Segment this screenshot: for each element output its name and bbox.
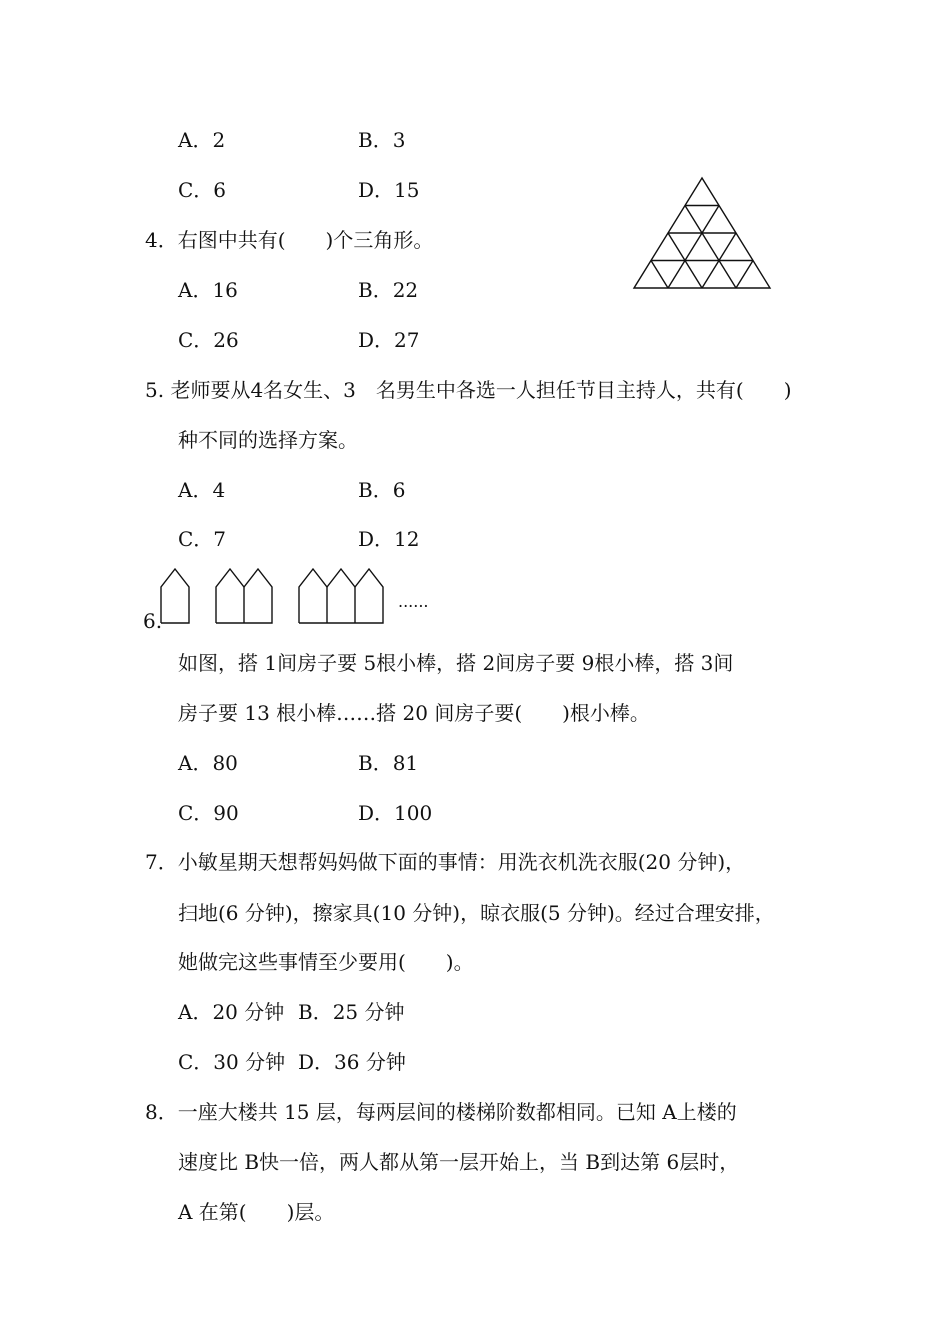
q5-option-b[interactable]: B．6 (358, 478, 406, 502)
q6-stem-line1: 如图，搭 1间房子要 5根小棒，搭 2间房子要 9根小棒，搭 3间 (178, 651, 734, 675)
q4-stem: 4．右图中共有( )个三角形。 (145, 228, 434, 252)
q5-option-c[interactable]: C．7 (178, 527, 227, 551)
q5-option-d[interactable]: D．12 (358, 527, 420, 551)
q7-stem-line1: 7．小敏星期天想帮妈妈做下面的事情：用洗衣机洗衣服(20 分钟)， (145, 850, 746, 874)
q5-stem-line2: 种不同的选择方案。 (178, 428, 358, 452)
q3-option-c[interactable]: C．6 (178, 178, 227, 202)
q4-option-d[interactable]: D．27 (358, 328, 420, 352)
q8-stem-line2: 速度比 B快一倍，两人都从第一层开始上，当 B到达第 6层时， (178, 1150, 740, 1174)
q3-option-a[interactable]: A．2 (178, 128, 226, 152)
q7-option-c[interactable]: C．30 分钟 (178, 1050, 286, 1074)
q4-option-c[interactable]: C．26 (178, 328, 239, 352)
q6-option-c[interactable]: C．90 (178, 801, 239, 825)
q7-option-d[interactable]: D．36 分钟 (298, 1050, 406, 1074)
q5-stem-line1: 5. 老师要从4名女生、3 名男生中各选一人担任节目主持人，共有( ) (145, 378, 792, 402)
q7-option-a[interactable]: A．20 分钟 (178, 1000, 285, 1024)
q8-stem-line3: A 在第( )层。 (178, 1200, 335, 1224)
q7-stem-line3: 她做完这些事情至少要用( )。 (178, 950, 474, 974)
q6-ellipsis: ...... (398, 592, 429, 611)
q7-stem-line2: 扫地(6 分钟)，擦家具(10 分钟)，晾衣服(5 分钟)。经过合理安排， (178, 901, 775, 925)
q8-stem-line1: 8．一座大楼共 15 层，每两层间的楼梯阶数都相同。已知 A上楼的 (145, 1100, 737, 1124)
q4-option-a[interactable]: A．16 (178, 278, 238, 302)
triangle-figure (630, 175, 775, 293)
q7-option-b[interactable]: B．25 分钟 (298, 1000, 405, 1024)
q3-option-d[interactable]: D．15 (358, 178, 420, 202)
q5-option-a[interactable]: A．4 (178, 478, 226, 502)
q4-option-b[interactable]: B．22 (358, 278, 419, 302)
q3-option-b[interactable]: B．3 (358, 128, 406, 152)
houses-figure (155, 565, 395, 627)
q6-number: 6. (143, 609, 163, 633)
q6-option-a[interactable]: A．80 (178, 751, 238, 775)
q6-option-d[interactable]: D．100 (358, 801, 433, 825)
q6-option-b[interactable]: B．81 (358, 751, 419, 775)
q6-stem-line2: 房子要 13 根小棒……搭 20 间房子要( )根小棒。 (178, 701, 650, 725)
